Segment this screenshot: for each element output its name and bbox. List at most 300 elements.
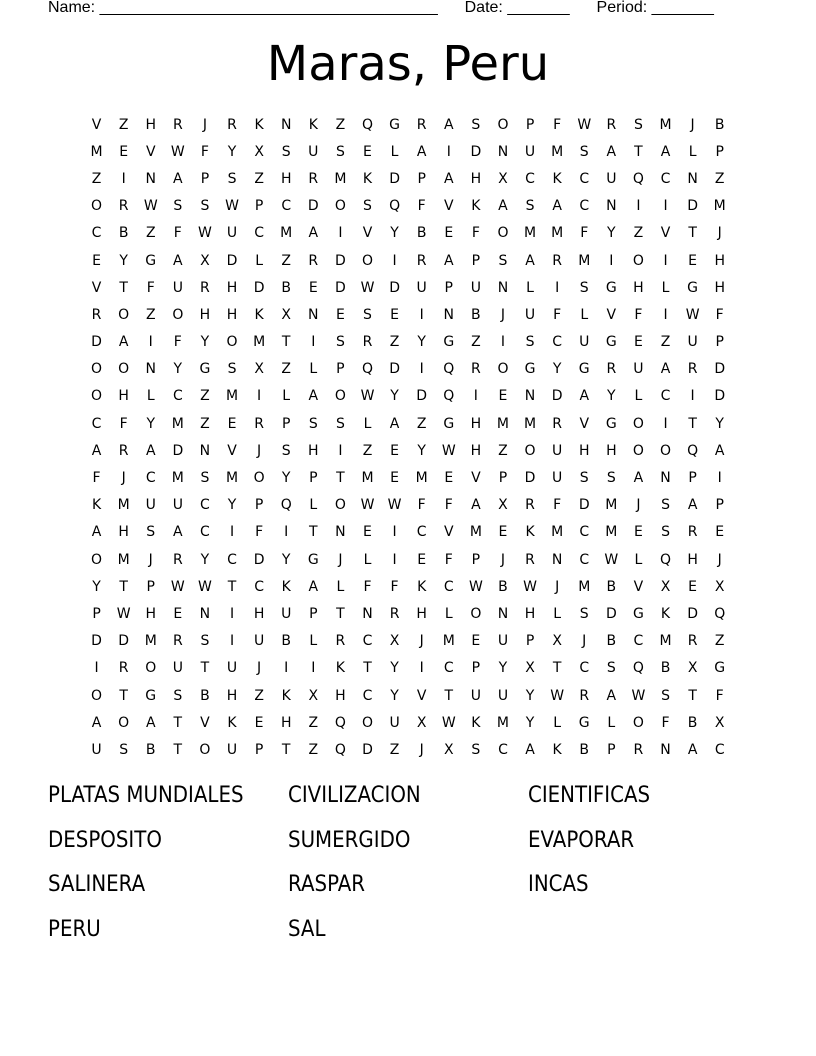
- grid-letter: P: [146, 578, 155, 595]
- grid-letter: B: [145, 741, 156, 758]
- grid-letter: P: [688, 470, 697, 487]
- grid-letter: M: [415, 470, 428, 487]
- grid-letter: S: [363, 198, 372, 215]
- grid-letter: E: [688, 578, 698, 595]
- grid-letter: R: [606, 116, 617, 133]
- grid-letter: D: [362, 741, 373, 758]
- grid-letter: O: [632, 714, 644, 731]
- grid-letter: O: [172, 306, 184, 323]
- grid-letter: Y: [281, 551, 291, 568]
- grid-letter: I: [555, 279, 560, 296]
- grid-letter: J: [121, 470, 126, 487]
- grid-letter: N: [497, 143, 509, 160]
- grid-row: [83, 383, 733, 410]
- grid-letter: V: [200, 714, 210, 731]
- grid-letter: R: [687, 633, 698, 650]
- grid-letter: R: [525, 551, 535, 568]
- grid-letter: R: [525, 497, 535, 514]
- grid-row: [83, 329, 733, 356]
- grid-row: [83, 301, 733, 328]
- grid-letter: N: [145, 361, 156, 378]
- grid-letter: V: [362, 225, 373, 242]
- grid-letter: N: [335, 524, 346, 541]
- grid-letter: E: [363, 524, 372, 541]
- grid-letter: X: [200, 252, 210, 269]
- grid-letter: Z: [254, 687, 264, 704]
- grid-letter: Z: [416, 415, 427, 432]
- grid-letter: J: [500, 551, 506, 568]
- grid-letter: M: [578, 578, 591, 595]
- grid-letter: Y: [281, 470, 291, 487]
- grid-letter: H: [335, 687, 346, 704]
- grid-letter: S: [661, 524, 670, 541]
- grid-letter: P: [254, 198, 264, 215]
- grid-letter: J: [419, 633, 424, 650]
- grid-letter: Z: [200, 388, 210, 405]
- grid-letter: T: [200, 660, 210, 677]
- grid-letter: K: [552, 741, 562, 758]
- grid-letter: S: [661, 687, 670, 704]
- grid-letter: S: [200, 633, 210, 650]
- grid-letter: E: [471, 633, 481, 650]
- grid-letter: X: [714, 714, 725, 731]
- grid-row: [83, 573, 733, 600]
- grid-letter: T: [336, 470, 345, 487]
- grid-letter: L: [444, 605, 453, 622]
- grid-letter: U: [91, 741, 102, 758]
- grid-letter: Z: [281, 361, 291, 378]
- grid-letter: S: [335, 143, 345, 160]
- grid-letter: R: [91, 306, 102, 323]
- grid-letter: T: [309, 524, 318, 541]
- grid-letter: F: [173, 334, 182, 351]
- grid-letter: S: [308, 415, 318, 432]
- grid-letter: E: [390, 470, 399, 487]
- grid-letter: L: [363, 415, 372, 432]
- grid-letter: F: [553, 116, 562, 133]
- grid-letter: A: [91, 442, 102, 459]
- grid-letter: Y: [417, 442, 426, 459]
- grid-letter: F: [417, 497, 426, 514]
- grid-letter: R: [416, 116, 427, 133]
- grid-letter: Y: [390, 660, 399, 677]
- grid-letter: I: [419, 306, 424, 323]
- grid-letter: B: [579, 741, 590, 758]
- grid-letter: E: [308, 279, 318, 296]
- grid-letter: P: [525, 116, 535, 133]
- grid-letter: V: [606, 306, 617, 323]
- grid-letter: R: [416, 252, 427, 269]
- grid-letter: W: [360, 279, 375, 296]
- grid-row: [83, 709, 733, 736]
- grid-letter: F: [200, 143, 209, 160]
- grid-letter: C: [579, 198, 590, 215]
- grid-letter: T: [688, 225, 697, 242]
- grid-letter: D: [416, 388, 428, 405]
- grid-letter: G: [524, 361, 536, 378]
- grid-letter: P: [715, 497, 724, 514]
- grid-letter: I: [392, 252, 397, 269]
- grid-letter: O: [660, 442, 672, 459]
- grid-letter: C: [579, 170, 590, 187]
- grid-letter: W: [685, 306, 700, 323]
- word-list-item: CIENTIFICAS: [528, 783, 651, 808]
- grid-letter: D: [714, 361, 726, 378]
- grid-letter: S: [525, 334, 535, 351]
- grid-letter: C: [714, 741, 725, 758]
- grid-letter: D: [470, 143, 482, 160]
- grid-letter: B: [660, 660, 671, 677]
- grid-letter: I: [338, 442, 343, 459]
- grid-letter: R: [118, 660, 129, 677]
- grid-letter: C: [443, 660, 454, 677]
- grid-letter: I: [284, 660, 289, 677]
- grid-letter: L: [634, 388, 643, 405]
- grid-letter: W: [170, 578, 185, 595]
- grid-letter: X: [281, 306, 291, 323]
- grid-row: [83, 220, 733, 247]
- grid-letter: I: [419, 660, 424, 677]
- grid-row: [83, 519, 733, 546]
- grid-letter: H: [226, 306, 238, 323]
- grid-letter: I: [311, 334, 316, 351]
- grid-letter: F: [580, 225, 589, 242]
- grid-letter: W: [441, 714, 456, 731]
- grid-letter: O: [199, 741, 211, 758]
- name-field-label: Name: ______________________________________: [48, 0, 438, 16]
- grid-letter: O: [91, 361, 103, 378]
- grid-letter: H: [578, 442, 590, 459]
- grid-letter: D: [578, 497, 590, 514]
- grid-letter: Z: [308, 741, 319, 758]
- grid-letter: J: [636, 497, 641, 514]
- grid-letter: R: [579, 687, 590, 704]
- grid-letter: E: [173, 605, 183, 622]
- grid-letter: G: [145, 687, 157, 704]
- grid-letter: C: [281, 198, 292, 215]
- grid-letter: U: [470, 687, 481, 704]
- grid-letter: U: [470, 279, 481, 296]
- grid-letter: H: [714, 279, 725, 296]
- grid-letter: P: [92, 605, 101, 622]
- grid-letter: W: [468, 578, 483, 595]
- grid-letter: Z: [281, 252, 291, 269]
- grid-letter: D: [389, 361, 400, 378]
- grid-letter: R: [118, 198, 129, 215]
- grid-letter: Z: [200, 415, 210, 432]
- grid-letter: R: [687, 361, 698, 378]
- grid-letter: U: [172, 660, 183, 677]
- grid-letter: C: [254, 578, 264, 595]
- grid-letter: H: [280, 714, 292, 731]
- grid-letter: Q: [389, 198, 401, 215]
- grid-letter: S: [661, 497, 670, 514]
- grid-letter: J: [690, 116, 695, 133]
- grid-letter: A: [552, 198, 562, 215]
- grid-letter: H: [633, 279, 644, 296]
- grid-letter: O: [118, 714, 130, 731]
- grid-letter: W: [360, 388, 375, 405]
- grid-letter: L: [390, 143, 399, 160]
- grid-letter: N: [497, 605, 509, 622]
- grid-letter: M: [171, 415, 184, 432]
- grid-letter: M: [225, 470, 239, 487]
- grid-letter: C: [416, 524, 427, 541]
- grid-letter: A: [416, 143, 427, 160]
- grid-letter: J: [717, 225, 722, 242]
- grid-letter: I: [663, 252, 668, 269]
- grid-letter: G: [605, 279, 617, 296]
- grid-letter: U: [145, 497, 156, 514]
- grid-letter: C: [443, 578, 454, 595]
- grid-letter: S: [525, 198, 535, 215]
- grid-letter: Z: [335, 116, 346, 133]
- grid-letter: I: [473, 388, 478, 405]
- grid-letter: A: [145, 714, 156, 731]
- grid-letter: U: [579, 334, 590, 351]
- grid-letter: Q: [361, 361, 373, 378]
- grid-letter: I: [229, 633, 235, 650]
- grid-letter: L: [282, 388, 291, 405]
- grid-letter: I: [338, 225, 343, 242]
- grid-letter: F: [553, 306, 562, 323]
- grid-letter: M: [171, 470, 184, 487]
- grid-row: [83, 655, 733, 682]
- grid-letter: H: [606, 442, 617, 459]
- grid-letter: G: [578, 361, 590, 378]
- grid-letter: F: [363, 578, 372, 595]
- grid-letter: L: [526, 279, 534, 296]
- grid-letter: M: [496, 415, 509, 432]
- grid-letter: Z: [145, 306, 156, 323]
- grid-letter: V: [633, 578, 644, 595]
- grid-letter: I: [392, 551, 397, 568]
- grid-letter: A: [498, 198, 508, 215]
- grid-letter: Y: [173, 361, 183, 378]
- grid-letter: Q: [361, 116, 373, 133]
- word-list-item: SAL: [288, 916, 326, 942]
- grid-letter: X: [416, 714, 427, 731]
- grid-letter: M: [713, 198, 726, 215]
- grid-letter: C: [525, 170, 535, 187]
- grid-letter: N: [199, 442, 211, 459]
- grid-letter: S: [579, 143, 589, 160]
- grid-letter: T: [173, 741, 183, 758]
- grid-letter: D: [253, 279, 265, 296]
- grid-letter: T: [688, 687, 697, 704]
- grid-letter: K: [308, 116, 318, 133]
- grid-row: [83, 736, 733, 763]
- grid-letter: C: [145, 470, 156, 487]
- grid-letter: P: [200, 170, 210, 187]
- grid-letter: I: [636, 198, 641, 215]
- grid-letter: C: [552, 334, 563, 351]
- grid-letter: G: [443, 415, 455, 432]
- grid-letter: U: [226, 225, 238, 242]
- grid-letter: D: [714, 388, 726, 405]
- grid-letter: X: [552, 633, 562, 650]
- grid-letter: Y: [227, 143, 237, 160]
- word-list-item: SALINERA: [48, 872, 146, 897]
- grid-letter: L: [309, 361, 318, 378]
- grid-letter: A: [308, 578, 319, 595]
- grid-letter: L: [580, 306, 589, 323]
- grid-letter: A: [660, 361, 671, 378]
- grid-letter: E: [688, 252, 698, 269]
- grid-letter: T: [227, 578, 237, 595]
- grid-letter: E: [390, 306, 399, 323]
- grid-letter: R: [552, 415, 562, 432]
- grid-letter: U: [552, 442, 563, 459]
- grid-letter: R: [687, 524, 698, 541]
- grid-letter: E: [498, 388, 508, 405]
- grid-letter: O: [497, 116, 509, 133]
- grid-letter: G: [389, 116, 400, 133]
- grid-letter: A: [173, 170, 183, 187]
- grid-letter: A: [91, 714, 102, 731]
- grid-letter: S: [498, 252, 508, 269]
- grid-letter: Y: [146, 415, 156, 432]
- grid-letter: Z: [145, 225, 156, 242]
- grid-letter: R: [470, 361, 481, 378]
- grid-letter: M: [144, 633, 157, 650]
- grid-row: [83, 628, 733, 655]
- grid-letter: D: [91, 334, 102, 351]
- grid-letter: U: [226, 741, 238, 758]
- grid-letter: I: [148, 334, 153, 351]
- grid-letter: I: [663, 198, 668, 215]
- grid-letter: S: [335, 334, 345, 351]
- grid-letter: O: [91, 551, 103, 568]
- grid-letter: G: [632, 605, 644, 622]
- grid-letter: F: [255, 524, 264, 541]
- grid-letter: H: [226, 687, 238, 704]
- grid-letter: J: [202, 116, 207, 133]
- grid-letter: C: [227, 551, 237, 568]
- grid-letter: D: [389, 279, 400, 296]
- grid-letter: S: [579, 605, 589, 622]
- grid-letter: K: [335, 660, 345, 677]
- grid-letter: P: [336, 361, 345, 378]
- grid-row: [83, 193, 733, 220]
- grid-letter: C: [633, 633, 644, 650]
- grid-row: [83, 492, 733, 519]
- grid-letter: E: [633, 524, 643, 541]
- grid-letter: H: [470, 442, 482, 459]
- grid-letter: O: [524, 442, 536, 459]
- grid-letter: P: [254, 497, 264, 514]
- period-field-label: Period: _______: [596, 0, 714, 16]
- grid-letter: R: [362, 334, 373, 351]
- grid-letter: S: [227, 170, 237, 187]
- grid-letter: U: [552, 470, 563, 487]
- grid-letter: B: [606, 578, 617, 595]
- grid-letter: H: [524, 605, 536, 622]
- grid-row: [83, 682, 733, 709]
- grid-letter: O: [361, 714, 373, 731]
- grid-letter: N: [280, 116, 292, 133]
- grid-letter: F: [417, 198, 426, 215]
- grid-letter: W: [550, 687, 565, 704]
- grid-letter: D: [226, 252, 238, 269]
- grid-letter: B: [118, 225, 129, 242]
- grid-letter: I: [229, 605, 235, 622]
- grid-letter: K: [660, 605, 671, 622]
- grid-letter: Y: [390, 388, 399, 405]
- grid-letter: E: [444, 225, 454, 242]
- grid-letter: J: [148, 551, 153, 568]
- grid-letter: G: [714, 660, 726, 677]
- word-list-item: INCAS: [528, 872, 589, 897]
- grid-letter: V: [660, 225, 671, 242]
- grid-letter: V: [227, 442, 237, 459]
- grid-letter: T: [281, 741, 291, 758]
- grid-letter: S: [173, 198, 183, 215]
- grid-letter: U: [416, 279, 427, 296]
- grid-letter: G: [605, 334, 617, 351]
- grid-letter: O: [334, 388, 346, 405]
- grid-letter: H: [118, 388, 129, 405]
- grid-letter: B: [687, 714, 698, 731]
- grid-letter: Q: [334, 741, 346, 758]
- grid-letter: A: [633, 470, 644, 487]
- grid-letter: F: [119, 415, 128, 432]
- grid-letter: B: [281, 633, 291, 650]
- grid-letter: S: [579, 279, 589, 296]
- grid-letter: H: [226, 279, 238, 296]
- grid-letter: S: [200, 198, 210, 215]
- grid-letter: H: [687, 551, 698, 568]
- grid-letter: K: [362, 170, 373, 187]
- grid-letter: I: [311, 660, 316, 677]
- grid-letter: S: [281, 143, 291, 160]
- grid-letter: R: [172, 116, 183, 133]
- grid-letter: P: [715, 334, 724, 351]
- grid-letter: R: [389, 605, 400, 622]
- grid-row: [83, 600, 733, 627]
- grid-letter: F: [471, 225, 480, 242]
- grid-letter: C: [660, 388, 671, 405]
- grid-letter: C: [254, 225, 264, 242]
- grid-letter: A: [173, 252, 183, 269]
- word-list-item: RASPAR: [288, 872, 366, 897]
- grid-letter: O: [632, 415, 644, 432]
- grid-letter: H: [253, 605, 265, 622]
- grid-letter: Q: [632, 170, 644, 187]
- grid-row: [83, 165, 733, 192]
- grid-letter: N: [660, 470, 671, 487]
- grid-letter: N: [362, 605, 373, 622]
- grid-letter: G: [199, 361, 211, 378]
- grid-letter: C: [579, 524, 590, 541]
- grid-letter: P: [471, 660, 481, 677]
- grid-letter: R: [172, 551, 183, 568]
- grid-letter: Z: [660, 334, 671, 351]
- grid-row: [83, 274, 733, 301]
- grid-letter: X: [254, 143, 264, 160]
- grid-letter: J: [257, 660, 262, 677]
- grid-letter: Y: [607, 225, 616, 242]
- grid-letter: W: [198, 578, 212, 595]
- grid-letter: B: [200, 687, 210, 704]
- grid-letter: G: [687, 279, 699, 296]
- grid-letter: M: [225, 388, 239, 405]
- grid-letter: Y: [607, 388, 616, 405]
- grid-row: [83, 138, 733, 165]
- grid-letter: T: [444, 687, 454, 704]
- grid-letter: I: [663, 306, 668, 323]
- grid-letter: O: [497, 361, 509, 378]
